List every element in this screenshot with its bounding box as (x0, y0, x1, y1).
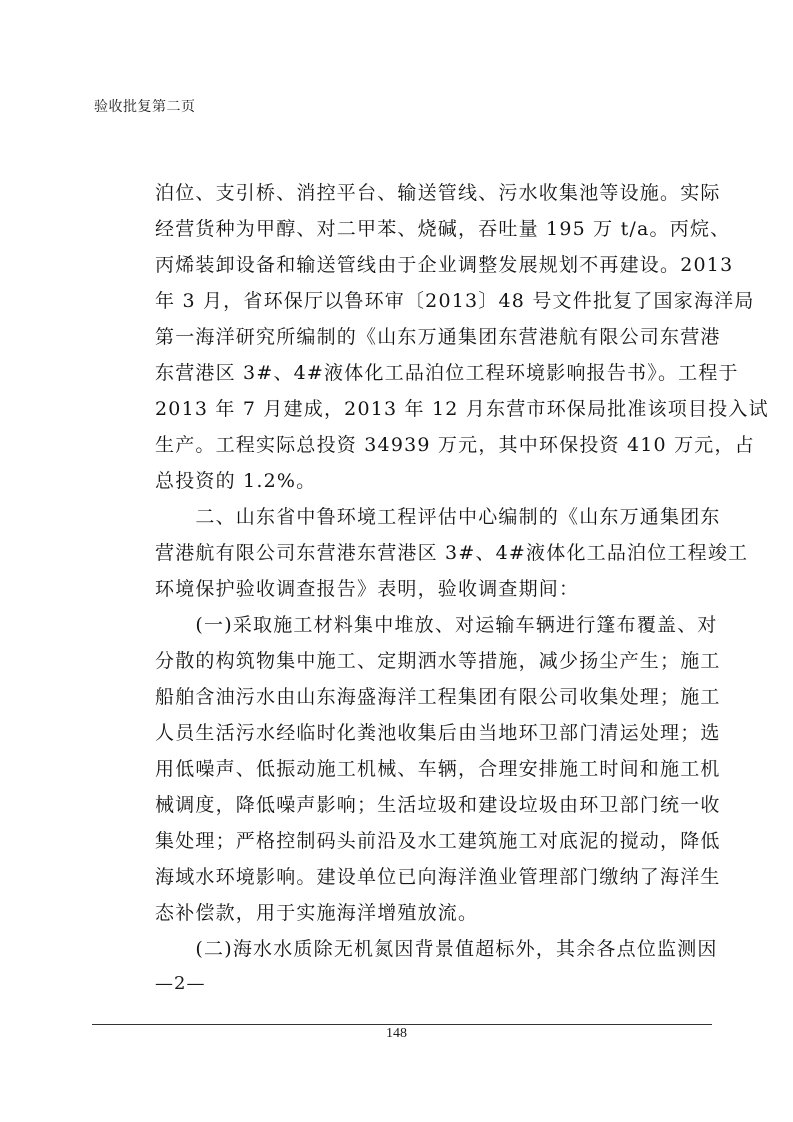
text-line: 东营港区 3#、4#液体化工品泊位工程环境影响报告书》。工程于 (155, 362, 739, 384)
text-line: 经营货种为甲醇、对二甲苯、烧碱，吞吐量 195 万 t/a。丙烷、 (155, 218, 731, 240)
text-line: (二)海水水质除无机氮因背景值超标外，其余各点位监测因 (155, 938, 718, 960)
text-line: 丙烯装卸设备和输送管线由于企业调整发展规划不再建设。2013 (155, 254, 734, 276)
text-line: 械调度，降低噪声影响；生活垃圾和建设垃圾由环卫部门统一收 (155, 794, 721, 816)
footer-divider (92, 1024, 712, 1025)
text-line: 生产。工程实际总投资 34939 万元，其中环保投资 410 万元，占 (155, 434, 755, 456)
text-line: 2013 年 7 月建成，2013 年 12 月东营市环保局批准该项目投入试 (155, 398, 769, 420)
footer-page-number: 148 (386, 1026, 407, 1041)
text-line: 态补偿款，用于实施海洋增殖放流。 (155, 902, 479, 924)
text-line: 第一海洋研究所编制的《山东万通集团东营港航有限公司东营港 (155, 326, 721, 348)
text-line: 分散的构筑物集中施工、定期洒水等措施，减少扬尘产生；施工 (155, 650, 721, 672)
text-line: 总投资的 1.2%。 (155, 470, 317, 492)
text-line: 用低噪声、低振动施工机械、车辆，合理安排施工时间和施工机 (155, 758, 721, 780)
text-line: 人员生活污水经临时化粪池收集后由当地环卫部门清运处理；选 (155, 722, 721, 744)
text-line: 船舶含油污水由山东海盛海洋工程集团有限公司收集处理；施工 (155, 686, 721, 708)
page-number: —2— (155, 973, 206, 994)
text-line: 泊位、支引桥、消控平台、输送管线、污水收集池等设施。实际 (155, 182, 721, 204)
text-line: 营港航有限公司东营港东营港区 3#、4#液体化工品泊位工程竣工 (155, 542, 749, 564)
text-line: 集处理；严格控制码头前沿及水工建筑施工对底泥的搅动，降低 (155, 830, 721, 852)
running-header: 验收批复第二页 (94, 99, 196, 115)
text-line: 年 3 月，省环保厅以鲁环审〔2013〕48 号文件批复了国家海洋局 (155, 290, 755, 312)
text-line: 环境保护验收调查报告》表明，验收调查期间： (155, 578, 580, 600)
text-line: 海域水环境影响。建设单位已向海洋渔业管理部门缴纳了海洋生 (155, 866, 721, 888)
text-line: (一)采取施工材料集中堆放、对运输车辆进行篷布覆盖、对 (155, 614, 718, 636)
text-line: 二、山东省中鲁环境工程评估中心编制的《山东万通集团东 (155, 506, 721, 528)
